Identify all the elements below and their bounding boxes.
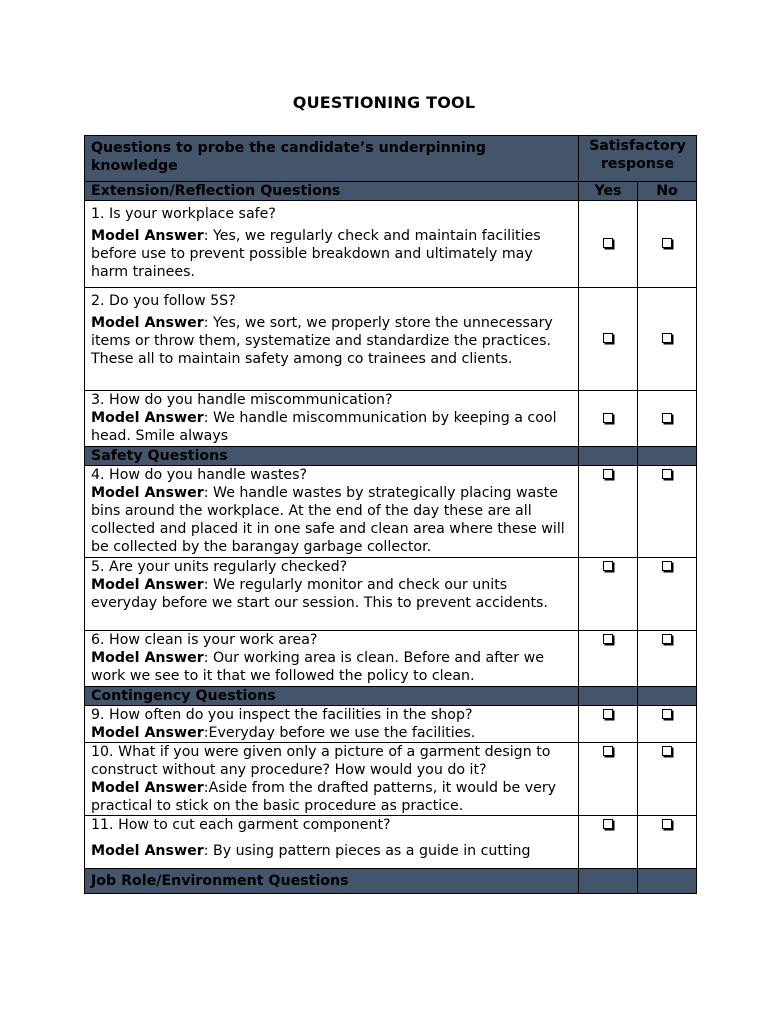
document-title: QUESTIONING TOOL: [292, 93, 476, 112]
model-answer: [91, 842, 572, 860]
yes-checkbox-cell[interactable]: [579, 816, 638, 869]
no-checkbox-cell[interactable]: [638, 631, 697, 687]
question-cell: [85, 558, 579, 631]
question-cell: [85, 391, 579, 447]
no-checkbox-cell[interactable]: [638, 816, 697, 869]
model-answer-label: Model Answer: [91, 410, 204, 426]
question-text: 6. How clean is your work area?: [91, 632, 318, 648]
question-cell: [85, 631, 579, 687]
model-answer-label: Model Answer: [91, 780, 204, 796]
answer-text: : We handle miscommunication by keeping a cool head. Smile always: [91, 410, 557, 444]
question-row-3: [85, 391, 697, 447]
model-answer: [91, 724, 572, 742]
section-row-safety: [85, 447, 697, 466]
no-checkbox-cell[interactable]: [638, 391, 697, 447]
question-row-6: [85, 631, 697, 687]
question-row-4: [85, 466, 697, 558]
question-row-9: [85, 706, 697, 743]
no-checkbox-cell[interactable]: [638, 706, 697, 743]
no-checkbox-cell[interactable]: [638, 201, 697, 288]
section-row-jobrole: [85, 869, 697, 894]
model-answer-label: Model Answer: [91, 228, 204, 244]
model-answer: [91, 484, 572, 556]
model-answer: [91, 779, 572, 815]
checkbox-icon[interactable]: [662, 333, 672, 343]
checkbox-icon[interactable]: [662, 238, 672, 248]
checkbox-icon[interactable]: [603, 238, 613, 248]
answer-text: :Everyday before we use the facilities.: [203, 725, 476, 741]
checkbox-icon[interactable]: [662, 561, 672, 571]
no-checkbox-cell[interactable]: [638, 558, 697, 631]
yes-checkbox-cell[interactable]: [579, 391, 638, 447]
model-answer-label: Model Answer: [91, 577, 204, 593]
answer-text: : Our working area is clean. Before and after we work we see to it that we followed the policy to clean.: [91, 650, 544, 684]
answer-text: :Aside from the drafted patterns, it would be very practical to stick on the basic procedure as practice.: [91, 780, 557, 814]
question-row-1: [85, 201, 697, 288]
yes-checkbox-cell[interactable]: [579, 631, 638, 687]
yes-checkbox-cell[interactable]: [579, 558, 638, 631]
model-answer-label: Model Answer: [91, 485, 204, 501]
model-answer: [91, 409, 572, 445]
yes-checkbox-cell[interactable]: [579, 288, 638, 391]
section-title-contingency: Contingency Questions: [85, 687, 579, 706]
table-header-row: [85, 136, 697, 182]
question-text: 3. How do you handle miscommunication?: [91, 392, 393, 408]
yes-checkbox-cell[interactable]: [579, 706, 638, 743]
checkbox-icon[interactable]: [603, 469, 613, 479]
questioning-table: [84, 135, 697, 894]
checkbox-icon[interactable]: [603, 746, 613, 756]
yes-checkbox-cell[interactable]: [579, 743, 638, 816]
checkbox-icon[interactable]: [662, 469, 672, 479]
checkbox-icon[interactable]: [662, 709, 672, 719]
no-checkbox-cell[interactable]: [638, 288, 697, 391]
no-column-header: No: [638, 182, 697, 201]
question-row-10: [85, 743, 697, 816]
question-row-5: [85, 558, 697, 631]
section-title-extension: Extension/Reflection Questions: [85, 182, 579, 201]
yes-column-header: Yes: [579, 182, 638, 201]
checkbox-icon[interactable]: [662, 634, 672, 644]
satisfactory-response-header: Satisfactory response: [579, 136, 697, 182]
answer-text: : We handle wastes by strategically placing waste bins around the workplace. At the end of the day these are all collected and placed it in one safe and clean area where these will be collected by the barangay garbage collector.: [91, 485, 565, 555]
question-text: 11. How to cut each garment component?: [91, 817, 391, 833]
question-cell: [85, 816, 579, 869]
checkbox-icon[interactable]: [603, 413, 613, 423]
answer-text: : Yes, we regularly check and maintain facilities before use to prevent possible breakdown and ultimately may harm trainees.: [91, 228, 541, 280]
model-answer-label: Model Answer: [91, 315, 204, 331]
model-answer: [91, 227, 572, 281]
question-text: 5. Are your units regularly checked?: [91, 559, 348, 575]
section-title-jobrole: Job Role/Environment Questions: [85, 869, 579, 894]
question-text: 4. How do you handle wastes?: [91, 467, 308, 483]
model-answer-label: Model Answer: [91, 650, 204, 666]
model-answer: [91, 314, 572, 368]
checkbox-icon[interactable]: [662, 819, 672, 829]
model-answer: [91, 576, 572, 612]
question-cell: [85, 706, 579, 743]
checkbox-icon[interactable]: [603, 561, 613, 571]
yes-checkbox-cell[interactable]: [579, 466, 638, 558]
section-row-extension: [85, 182, 697, 201]
no-checkbox-cell[interactable]: [638, 466, 697, 558]
answer-text: : Yes, we sort, we properly store the unnecessary items or throw them, systematize and standardize the practices. These all to maintain safety among co trainees and clients.: [91, 315, 553, 367]
question-cell: [85, 288, 579, 391]
question-cell: [85, 743, 579, 816]
questions-header: Questions to probe the candidate’s underpinning knowledge: [85, 136, 579, 182]
question-row-2: [85, 288, 697, 391]
question-text: 2. Do you follow 5S?: [91, 293, 236, 309]
checkbox-icon[interactable]: [662, 746, 672, 756]
model-answer-label: Model Answer: [91, 843, 204, 859]
answer-text: : We regularly monitor and check our units everyday before we start our session. This to prevent accidents.: [91, 577, 548, 611]
question-text: 10. What if you were given only a picture of a garment design to construct without any procedure? How would you do it?: [91, 744, 551, 778]
section-title-safety: Safety Questions: [85, 447, 579, 466]
question-row-11: [85, 816, 697, 869]
question-text: 1. Is your workplace safe?: [91, 206, 276, 222]
no-checkbox-cell[interactable]: [638, 743, 697, 816]
question-cell: [85, 466, 579, 558]
question-text: 9. How often do you inspect the facilities in the shop?: [91, 707, 473, 723]
checkbox-icon[interactable]: [662, 413, 672, 423]
question-cell: [85, 201, 579, 288]
yes-checkbox-cell[interactable]: [579, 201, 638, 288]
model-answer-label: Model Answer: [91, 725, 204, 741]
answer-text: : By using pattern pieces as a guide in cutting: [203, 843, 531, 859]
checkbox-icon[interactable]: [603, 333, 613, 343]
section-row-contingency: [85, 687, 697, 706]
model-answer: [91, 649, 572, 685]
checkbox-icon[interactable]: [603, 634, 613, 644]
checkbox-icon[interactable]: [603, 709, 613, 719]
checkbox-icon[interactable]: [603, 819, 613, 829]
